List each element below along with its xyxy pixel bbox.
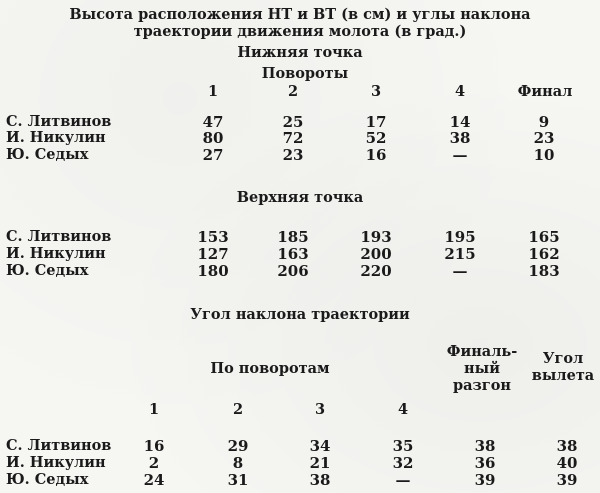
table-cell: 16 bbox=[365, 146, 387, 164]
table-cell: 185 bbox=[277, 228, 309, 246]
table-cell: 27 bbox=[202, 146, 224, 164]
final-acceleration-line-1: Финаль- bbox=[446, 343, 518, 360]
table-cell: 39 bbox=[474, 471, 496, 489]
table-cell: 32 bbox=[392, 454, 414, 472]
table-cell: 38 bbox=[449, 129, 471, 147]
high-point-heading: Верхняя точка bbox=[236, 189, 364, 206]
final-acceleration-line-3: разгон bbox=[453, 377, 511, 394]
table-cell: 195 bbox=[444, 228, 476, 246]
table-cell: 153 bbox=[197, 228, 229, 246]
table-cell: 16 bbox=[143, 437, 165, 455]
athlete-name: С. Литвинов bbox=[6, 228, 112, 245]
table-cell: 38 bbox=[309, 471, 331, 489]
table-cell: 200 bbox=[360, 245, 392, 263]
col-header-1: 1 bbox=[207, 83, 219, 100]
table-cell: 8 bbox=[232, 454, 244, 472]
table-cell: 127 bbox=[197, 245, 229, 263]
table-cell: 80 bbox=[202, 129, 224, 147]
final-acceleration-header bbox=[440, 343, 524, 394]
athlete-name: С. Литвинов bbox=[6, 113, 112, 130]
table-cell: 220 bbox=[360, 262, 392, 280]
by-turns-heading: По поворотам bbox=[210, 360, 330, 377]
table-cell: — bbox=[395, 471, 411, 489]
table-cell: — bbox=[452, 146, 468, 164]
table-cell: 25 bbox=[282, 113, 304, 131]
table-cell: 39 bbox=[556, 471, 578, 489]
table-title-line-1: Высота расположения НТ и ВТ (в см) и углы наклона bbox=[69, 6, 531, 23]
table-cell: 21 bbox=[309, 454, 331, 472]
athlete-name: И. Никулин bbox=[6, 245, 106, 262]
table-cell: 206 bbox=[277, 262, 309, 280]
table-cell: 31 bbox=[227, 471, 249, 489]
table-cell: 14 bbox=[449, 113, 471, 131]
table-cell: 17 bbox=[365, 113, 387, 131]
table-cell: 34 bbox=[309, 437, 331, 455]
final-acceleration-line-2: ный bbox=[464, 360, 500, 377]
table-cell: 165 bbox=[528, 228, 560, 246]
table-cell: 193 bbox=[360, 228, 392, 246]
athlete-name: С. Литвинов bbox=[6, 437, 112, 454]
table-cell: 24 bbox=[143, 471, 165, 489]
athlete-name: И. Никулин bbox=[6, 129, 106, 146]
table-cell: 52 bbox=[365, 129, 387, 147]
col-header-final: Финал bbox=[517, 83, 573, 100]
angle-col-header-2: 2 bbox=[232, 401, 244, 418]
athlete-name: Ю. Седых bbox=[6, 146, 89, 163]
table-cell: 2 bbox=[148, 454, 160, 472]
table-cell: 23 bbox=[533, 129, 555, 147]
table-cell: 180 bbox=[197, 262, 229, 280]
table-cell: 38 bbox=[556, 437, 578, 455]
table-cell: — bbox=[452, 262, 468, 280]
release-angle-line-1: Угол bbox=[542, 350, 584, 367]
table-title-line-2: траектории движения молота (в град.) bbox=[133, 23, 467, 40]
table-cell: 36 bbox=[474, 454, 496, 472]
angle-col-header-1: 1 bbox=[148, 401, 160, 418]
release-angle-header bbox=[527, 350, 599, 384]
table-cell: 23 bbox=[282, 146, 304, 164]
col-header-3: 3 bbox=[370, 83, 382, 100]
table-cell: 47 bbox=[202, 113, 224, 131]
table-cell: 215 bbox=[444, 245, 476, 263]
table-cell: 10 bbox=[533, 146, 555, 164]
low-point-heading: Нижняя точка bbox=[237, 44, 363, 61]
angle-col-header-3: 3 bbox=[314, 401, 326, 418]
col-header-4: 4 bbox=[454, 83, 466, 100]
table-cell: 72 bbox=[282, 129, 304, 147]
table-cell: 35 bbox=[392, 437, 414, 455]
athlete-name: И. Никулин bbox=[6, 454, 106, 471]
table-cell: 163 bbox=[277, 245, 309, 263]
angle-col-header-4: 4 bbox=[397, 401, 409, 418]
athlete-name: Ю. Седых bbox=[6, 471, 89, 488]
table-cell: 9 bbox=[538, 113, 550, 131]
turns-subheading: Повороты bbox=[261, 65, 349, 82]
table-cell: 183 bbox=[528, 262, 560, 280]
angle-heading: Угол наклона траектории bbox=[190, 306, 410, 323]
table-cell: 162 bbox=[528, 245, 560, 263]
athlete-name: Ю. Седых bbox=[6, 262, 89, 279]
table-cell: 40 bbox=[556, 454, 578, 472]
release-angle-line-2: вылета bbox=[531, 367, 595, 384]
table-cell: 29 bbox=[227, 437, 249, 455]
col-header-2: 2 bbox=[287, 83, 299, 100]
table-cell: 38 bbox=[474, 437, 496, 455]
